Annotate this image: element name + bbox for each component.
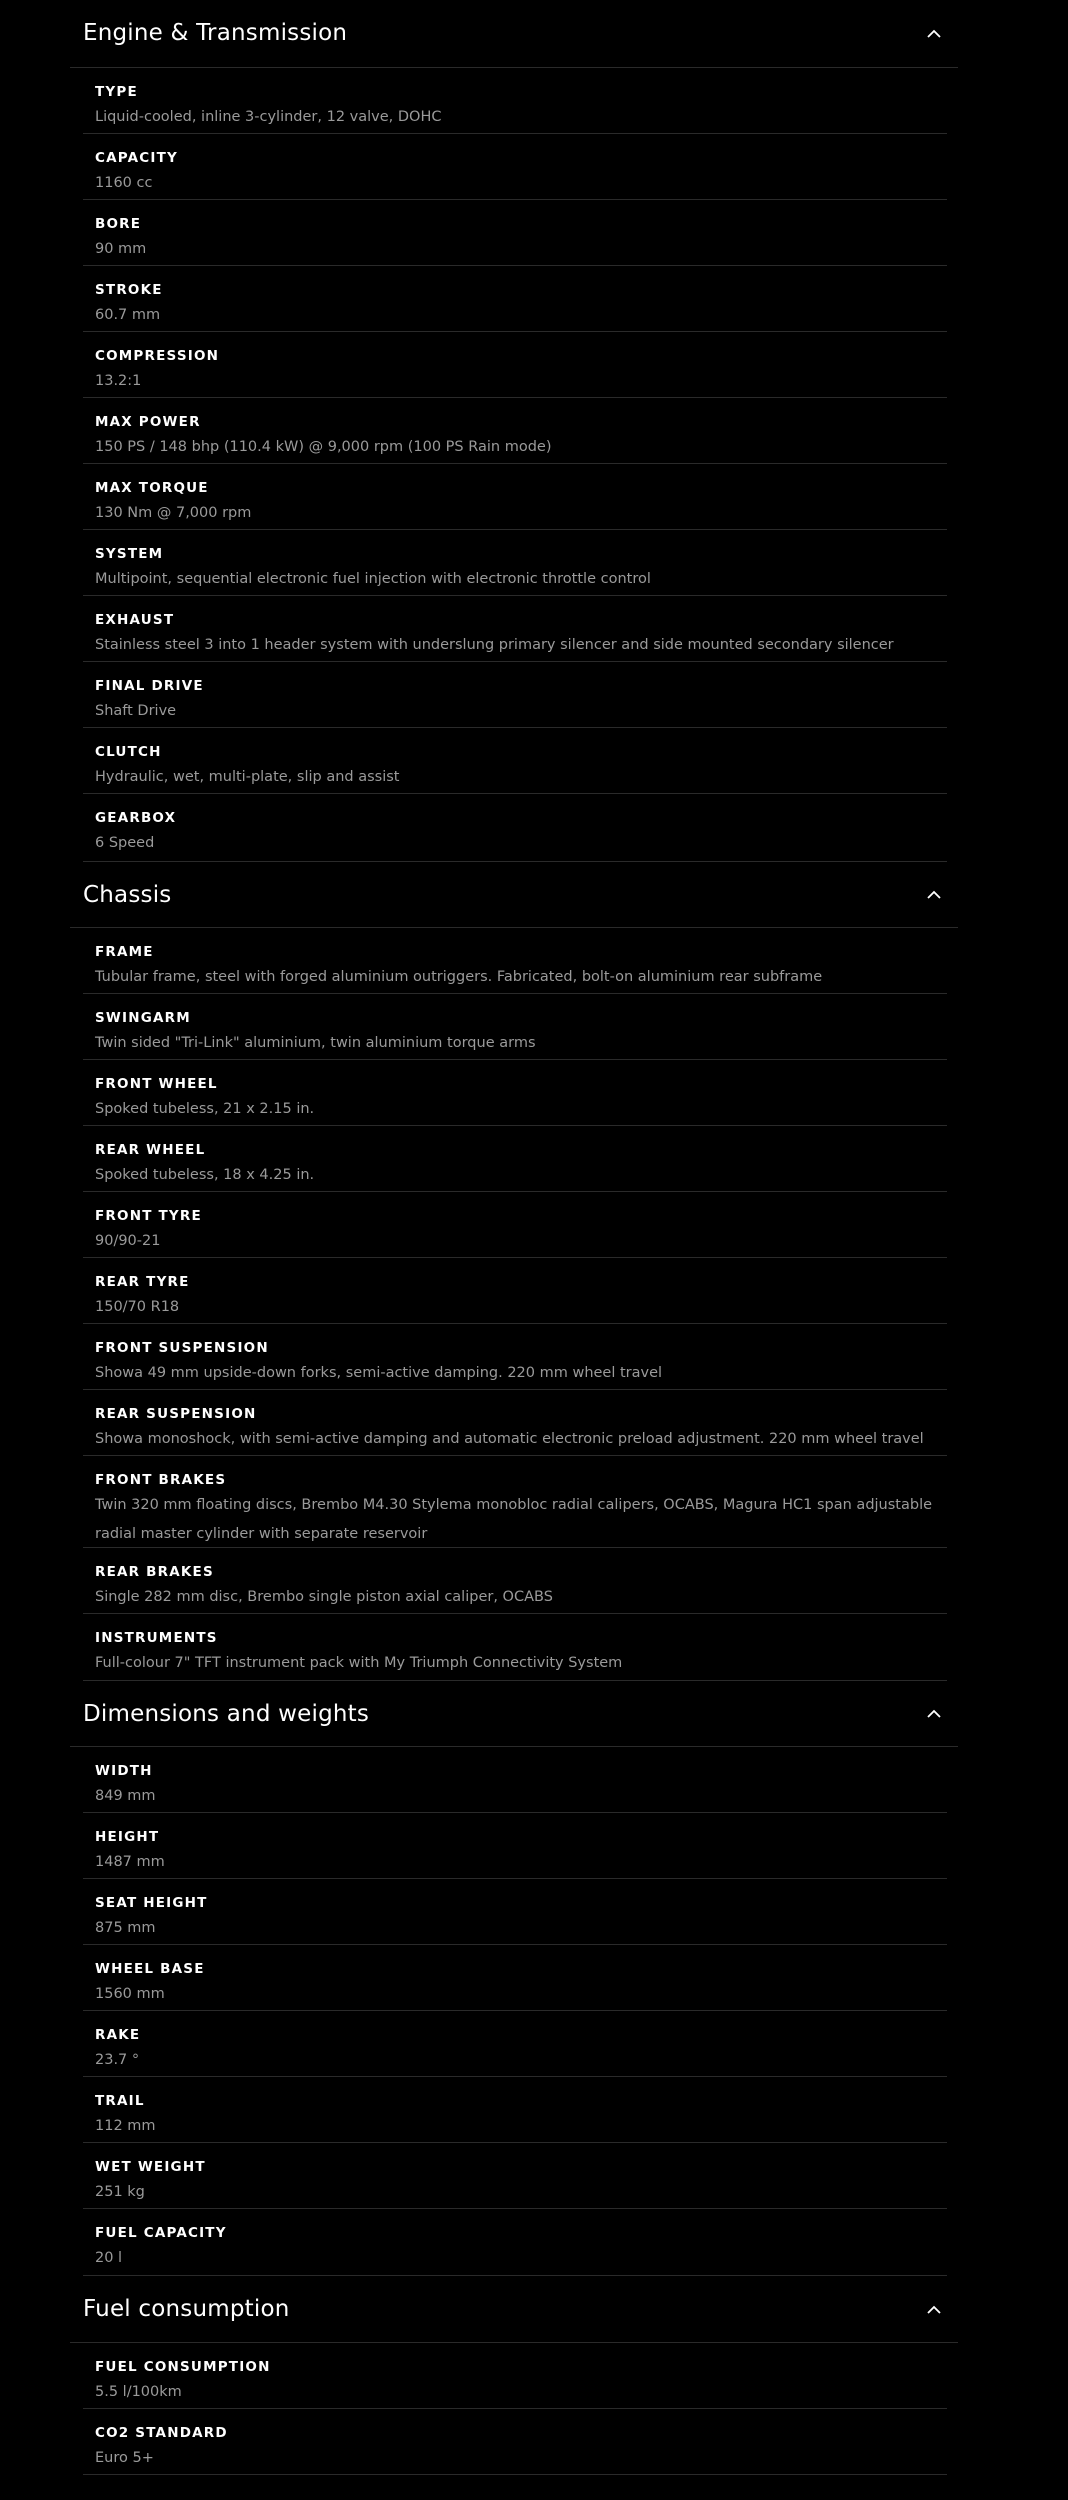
spec-value: Spoked tubeless, 21 x 2.15 in. [95,1101,315,1117]
section-title: Engine & Transmission [83,20,348,46]
spec-label: CO2 STANDARD [95,2425,228,2441]
spec-label: CAPACITY [95,150,178,166]
spec-label: EXHAUST [95,612,175,628]
spec-row-width [83,1747,947,1813]
spec-label: HEIGHT [95,1829,160,1845]
spec-value: Tubular frame, steel with forged aluminium outriggers. Fabricated, bolt-on aluminium rear subframe [95,969,823,985]
chevron-up-icon[interactable] [923,2299,945,2321]
spec-value: Twin sided "Tri-Link" aluminium, twin aluminium torque arms [95,1035,536,1051]
spec-label: CLUTCH [95,744,162,760]
spec-row-trail [83,2077,947,2143]
spec-value: Multipoint, sequential electronic fuel injection with electronic throttle control [95,571,651,587]
spec-row-seat-height [83,1879,947,1945]
spec-row-height [83,1813,947,1879]
spec-row-fuel-capacity [83,2209,947,2276]
spec-label: REAR TYRE [95,1274,190,1290]
spec-row-clutch [83,728,947,794]
spec-row-swingarm [83,994,947,1060]
spec-value: 1487 mm [95,1854,165,1870]
spec-row-gearbox [83,794,947,862]
chevron-up-icon[interactable] [923,1703,945,1725]
spec-label: FRONT SUSPENSION [95,1340,269,1356]
spec-row-final-drive [83,662,947,728]
section-title: Dimensions and weights [83,1701,370,1727]
spec-row-system [83,530,947,596]
spec-value: 150 PS / 148 bhp (110.4 kW) @ 9,000 rpm (100 PS Rain mode) [95,439,552,455]
spec-row-rear-wheel [83,1126,947,1192]
spec-label: COMPRESSION [95,348,220,364]
spec-row-wheel-base [83,1945,947,2011]
spec-value: 90/90-21 [95,1233,161,1249]
spec-label: REAR BRAKES [95,1564,214,1580]
spec-value: Showa 49 mm upside-down forks, semi-active damping. 220 mm wheel travel [95,1365,663,1381]
spec-value: 90 mm [95,241,147,257]
spec-value: 875 mm [95,1920,156,1936]
spec-label: TYPE [95,84,138,100]
spec-value: 6 Speed [95,835,155,851]
spec-row-max-power [83,398,947,464]
spec-value: Twin 320 mm floating discs, Brembo M4.30 Stylema monobloc radial calipers, OCABS, Magura HC1 span adjustable radial master cylinder with separate reservoir [95,1497,933,1542]
spec-value: Hydraulic, wet, multi-plate, slip and assist [95,769,400,785]
spec-label: FUEL CONSUMPTION [95,2359,271,2375]
section-header-chassis[interactable] [70,862,958,928]
spec-label: WHEEL BASE [95,1961,205,1977]
spec-label: REAR SUSPENSION [95,1406,257,1422]
spec-label: FUEL CAPACITY [95,2225,227,2241]
section-header-fuel-consumption[interactable] [70,2276,958,2343]
spec-row-max-torque [83,464,947,530]
spec-label: INSTRUMENTS [95,1630,218,1646]
spec-row-capacity [83,134,947,200]
section-title: Chassis [83,882,172,908]
spec-label: FRONT TYRE [95,1208,202,1224]
spec-label: SYSTEM [95,546,164,562]
spec-value: 5.5 l/100km [95,2384,182,2400]
spec-row-stroke [83,266,947,332]
spec-value: 1160 cc [95,175,153,191]
spec-row-instruments [83,1614,947,1681]
spec-label: SWINGARM [95,1010,191,1026]
spec-row-front-wheel [83,1060,947,1126]
spec-value: 13.2:1 [95,373,142,389]
spec-label: WET WEIGHT [95,2159,206,2175]
spec-label: FRONT WHEEL [95,1076,218,1092]
spec-row-rake [83,2011,947,2077]
spec-value: 150/70 R18 [95,1299,180,1315]
spec-value: Stainless steel 3 into 1 header system with underslung primary silencer and side mounted secondary silencer [95,637,894,653]
spec-row-rear-tyre [83,1258,947,1324]
spec-label: BORE [95,216,142,232]
spec-row-rear-suspension [83,1390,947,1456]
section-title: Fuel consumption [83,2296,290,2322]
spec-label: FRAME [95,944,154,960]
spec-label: RAKE [95,2027,141,2043]
spec-value: Shaft Drive [95,703,177,719]
spec-row-co2-standard [83,2409,947,2475]
spec-row-frame [83,928,947,994]
section-header-engine-transmission[interactable] [70,0,958,68]
spec-value: 23.7 ° [95,2052,140,2068]
spec-label: FRONT BRAKES [95,1472,227,1488]
spec-label: WIDTH [95,1763,153,1779]
spec-value: 60.7 mm [95,307,161,323]
spec-value: 849 mm [95,1788,156,1804]
spec-value: 20 l [95,2250,123,2266]
spec-label: GEARBOX [95,810,177,826]
spec-row-fuel-consumption [83,2343,947,2409]
spec-value: 251 kg [95,2184,145,2200]
spec-row-bore [83,200,947,266]
spec-value: Spoked tubeless, 18 x 4.25 in. [95,1167,315,1183]
spec-row-front-tyre [83,1192,947,1258]
spec-label: MAX POWER [95,414,201,430]
spec-row-wet-weight [83,2143,947,2209]
chevron-up-icon[interactable] [923,23,945,45]
spec-value: Full-colour 7" TFT instrument pack with My Triumph Connectivity System [95,1655,623,1671]
spec-row-exhaust [83,596,947,662]
spec-value: Single 282 mm disc, Brembo single piston axial caliper, OCABS [95,1589,553,1605]
spec-value: Euro 5+ [95,2450,154,2466]
spec-value: 1560 mm [95,1986,165,2002]
chevron-up-icon[interactable] [923,884,945,906]
spec-row-compression [83,332,947,398]
spec-value: 130 Nm @ 7,000 rpm [95,505,252,521]
spec-label: MAX TORQUE [95,480,209,496]
spec-label: TRAIL [95,2093,145,2109]
spec-row-front-brakes [83,1456,947,1548]
spec-label: FINAL DRIVE [95,678,204,694]
section-header-dimensions-weights[interactable] [70,1681,958,1747]
spec-label: REAR WHEEL [95,1142,206,1158]
spec-label: STROKE [95,282,163,298]
spec-value: 112 mm [95,2118,156,2134]
spec-row-type [83,68,947,134]
spec-row-rear-brakes [83,1548,947,1614]
spec-value: Liquid-cooled, inline 3-cylinder, 12 valve, DOHC [95,109,442,125]
spec-row-front-suspension [83,1324,947,1390]
spec-label: SEAT HEIGHT [95,1895,208,1911]
spec-value: Showa monoshock, with semi-active damping and automatic electronic preload adjustment. 220 mm wheel travel [95,1431,924,1447]
